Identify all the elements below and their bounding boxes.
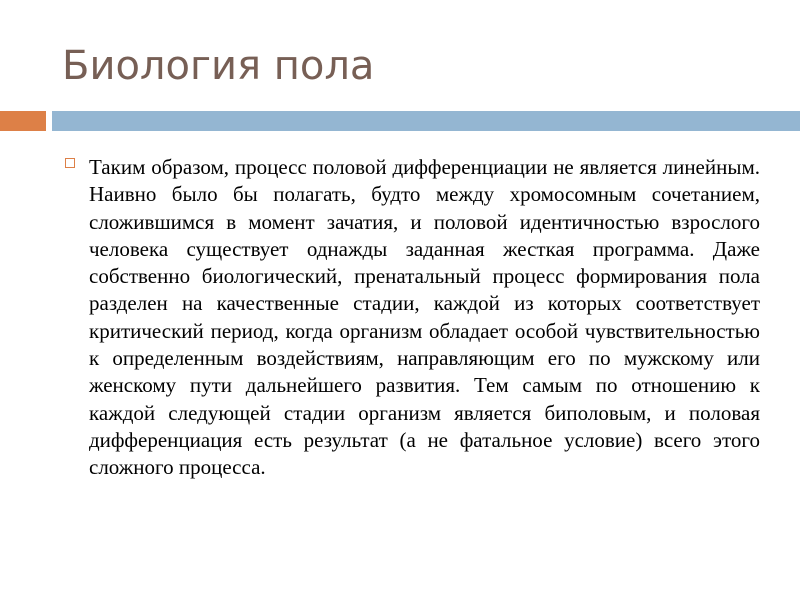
bullet-text: Таким образом, процесс половой дифференциации не является линейным. Наивно было бы полагать, будто между хромосомным сочетанием, сложившимся в момент зачатия, и половой идентичностью взрослого человека существует однажды заданная жесткая программа. Даже собственно биологический, пренатальный процесс формирования пола разделен на качественные стадии, каждой из которых соответствует критический период, когда организм обладает особой чувствительностью к определенным воздействиям, направляющим его по мужскому или женскому пути дальнейшего развития. Тем самым по отношению к каждой следующей стадии организм является биполовым, и половая дифференциация есть результат (а не фатальное условие) всего этого сложного процесса. [89, 155, 760, 480]
bullet-item [64, 154, 760, 482]
title-underline-bar [52, 111, 800, 131]
hollow-square-bullet-icon [65, 158, 75, 168]
slide-body [64, 154, 760, 482]
title-accent-bar [0, 111, 46, 131]
slide-title: Биология пола [62, 43, 375, 89]
